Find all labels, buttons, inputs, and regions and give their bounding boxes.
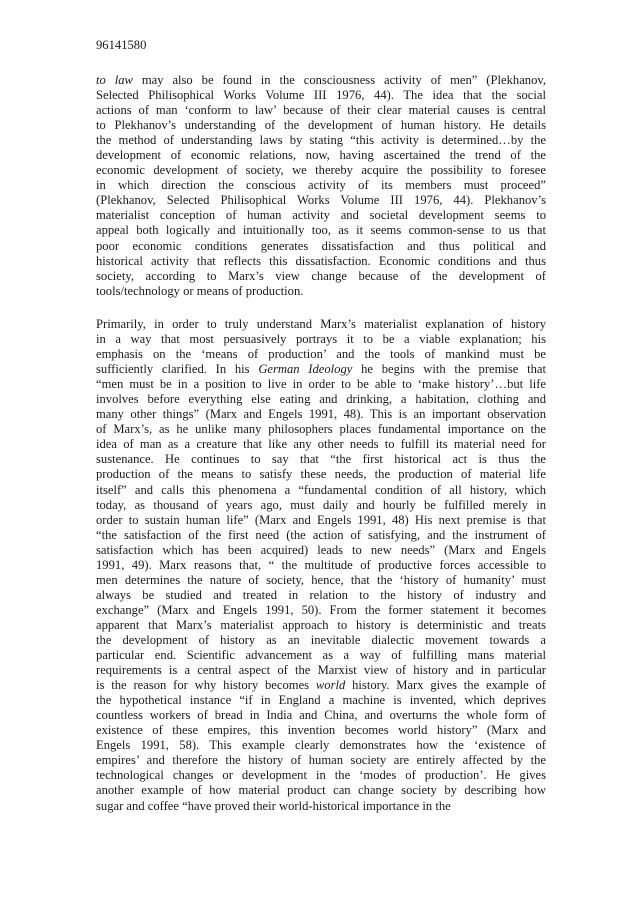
text-line: [96, 603, 546, 618]
text-line: [96, 498, 546, 513]
text-span: satisfaction which has been acquired) leads to new needs” (Marx and Engels: [96, 542, 546, 557]
text-line: [96, 663, 546, 678]
text-span: is the reason for why history becomes: [96, 678, 316, 693]
text-span: society, according to Marx’s view change because of the development of: [96, 268, 546, 283]
text-line: [96, 163, 546, 178]
text-line: [96, 239, 546, 254]
paragraph-plekhanov: [96, 73, 546, 299]
text-line: [96, 723, 546, 738]
text-line: [96, 528, 546, 543]
text-span: sufficiently clarified. In his: [96, 362, 259, 377]
text-span: of Marx’s, as he unlike many philosophers places fundamental importance on the: [96, 422, 546, 437]
text-span: always be studied and treated in relation to the history of industry and: [96, 587, 546, 602]
text-line: [96, 407, 546, 422]
text-span: materialist conception of human activity and societal development seems to: [96, 208, 546, 223]
text-span: countless workers of bread in India and China, and overturns the whole form of: [96, 708, 546, 723]
text-line: [96, 573, 546, 588]
text-line: [96, 708, 546, 723]
text-line: [96, 678, 546, 693]
text-span: “the satisfaction of the first need (the action of satisfying, and the instrument of: [96, 527, 546, 542]
text-span: involves before everything else eating and drinking, a habitation, clothing and: [96, 392, 546, 407]
text-line: [96, 452, 546, 467]
text-line: [96, 362, 546, 377]
text-line: [96, 193, 546, 208]
text-span: he begins with the premise that: [352, 362, 547, 377]
text-span: empires’ and therefore the history of human society are entirely affected by the: [96, 753, 546, 768]
text-span: in a way that most persuasively portrays it to be a viable explanation; his: [96, 332, 546, 347]
text-line: [96, 347, 546, 362]
italic-text-span: German Ideology: [258, 362, 353, 377]
italic-text-span: world: [315, 678, 346, 693]
text-span: many other things” (Marx and Engels 1991, 48). This is an important observation: [96, 407, 546, 422]
text-span: to Plekhanov’s understanding of the development of human history. He details: [96, 118, 546, 133]
text-span: the hypothetical instance “if in England a machine is invented, which deprives: [96, 693, 546, 708]
text-line: [96, 223, 546, 238]
italic-text-span: to law: [96, 73, 133, 87]
text-line: [96, 693, 546, 708]
text-span: tools/technology or means of production.: [96, 283, 304, 298]
text-span: requirements is a central aspect of the Marxist view of history and in particular: [96, 663, 546, 678]
text-span: Primarily, in order to truly understand Marx’s materialist explanation of history: [96, 317, 546, 331]
text-span: the development of history as an inevitable dialectic movement towards a: [96, 632, 546, 647]
text-line: [96, 618, 546, 633]
text-line: [96, 317, 546, 332]
text-span: development of economic relations, now, having ascertained the trend of the: [96, 148, 546, 163]
text-span: itself” and calls this phenomena a “fundamental condition of all history, which: [96, 482, 546, 497]
text-line: [96, 633, 546, 648]
text-line: [96, 543, 546, 558]
text-line: [96, 467, 546, 482]
text-span: existence of these empires, this invention becomes world history” (Marx and: [96, 723, 546, 738]
text-span: (Plekhanov, Selected Philisophical Works Volume III 1976, 44). Plekhanov’s: [96, 193, 546, 208]
text-line: [96, 254, 546, 269]
text-span: particular end. Scientific advancement as a way of fulfilling mans material: [96, 648, 546, 663]
text-span: the method of understanding laws by stating “this activity is determined…by the: [96, 133, 546, 148]
text-span: in which direction the conscious activity of its members must proceed”: [96, 178, 546, 193]
text-line: [96, 783, 546, 798]
text-line: [96, 588, 546, 603]
text-span: sugar and coffee “have proved their world-historical importance in the: [96, 798, 451, 813]
text-line: [96, 483, 546, 498]
text-span: emphasis on the ‘means of production’ and the tools of mankind must be: [96, 347, 546, 362]
text-span: technological changes or development in the ‘modes of production’. He gives: [96, 768, 546, 783]
text-line: [96, 558, 546, 573]
text-span: another example of how material product can change society by describing how: [96, 783, 546, 798]
text-line: [96, 284, 546, 299]
text-span: men determines the nature of society, hence, that the ‘history of humanity’ must: [96, 572, 546, 587]
text-span: history. Marx gives the example of: [345, 678, 546, 693]
text-line: [96, 377, 546, 392]
text-line: [96, 738, 546, 753]
text-span: Engels 1991, 58). This example clearly demonstrates how the ‘existence of: [96, 738, 546, 753]
text-line: [96, 88, 546, 103]
page-header-number: 96141580: [96, 38, 147, 52]
text-line: [96, 103, 546, 118]
text-line: [96, 208, 546, 223]
text-line: [96, 799, 546, 814]
text-span: may also be found in the consciousness activity of men” (Plekhanov,: [132, 73, 547, 87]
text-line: [96, 648, 546, 663]
text-line: [96, 133, 546, 148]
text-span: poor economic conditions generates dissatisfaction and thus political and: [96, 238, 546, 253]
text-span: production of the means to satisfy these needs, the production of material life: [96, 467, 546, 482]
text-span: sustenance. He continues to say that “the first historical act is thus the: [96, 452, 546, 467]
text-span: apparent that Marx’s materialist approach to history is deterministic and treats: [96, 617, 546, 632]
text-line: [96, 148, 546, 163]
text-line: [96, 332, 546, 347]
text-line: [96, 768, 546, 783]
text-line: [96, 269, 546, 284]
text-span: Selected Philisophical Works Volume III 1976, 44). The idea that the social: [96, 88, 546, 103]
text-span: exchange” (Marx and Engels 1991, 50). From the former statement it becomes: [96, 602, 546, 617]
text-line: [96, 392, 546, 407]
text-line: [96, 118, 546, 133]
text-line: [96, 422, 546, 437]
text-line: [96, 513, 546, 528]
text-span: order to sustain human life” (Marx and Engels 1991, 48) His next premise is that: [96, 512, 546, 527]
text-span: idea of man as a creature that like any other needs to fulfill its material need for: [96, 437, 546, 452]
text-line: [96, 178, 546, 193]
text-span: 1991, 49). Marx reasons that, “ the multitude of productive forces accessible to: [96, 557, 546, 572]
text-line: [96, 753, 546, 768]
paragraph-marx-materialism: [96, 317, 546, 814]
text-span: today, as thousand of years ago, must daily and hourly be fulfilled merely in: [96, 497, 546, 512]
text-span: actions of man ‘conform to law’ because of their clear material causes is central: [96, 103, 546, 118]
text-span: historical activity that reflects this dissatisfaction. Economic conditions and thus: [96, 253, 546, 268]
text-span: appeal both logically and intuitionally too, as it seems common-sense to us that: [96, 223, 546, 238]
text-span: economic development of society, we thereby acquire the possibility to foresee: [96, 163, 546, 178]
text-span: “men must be in a position to live in order to be able to ‘make history’…but life: [96, 377, 546, 392]
text-line: [96, 73, 546, 88]
text-line: [96, 437, 546, 452]
